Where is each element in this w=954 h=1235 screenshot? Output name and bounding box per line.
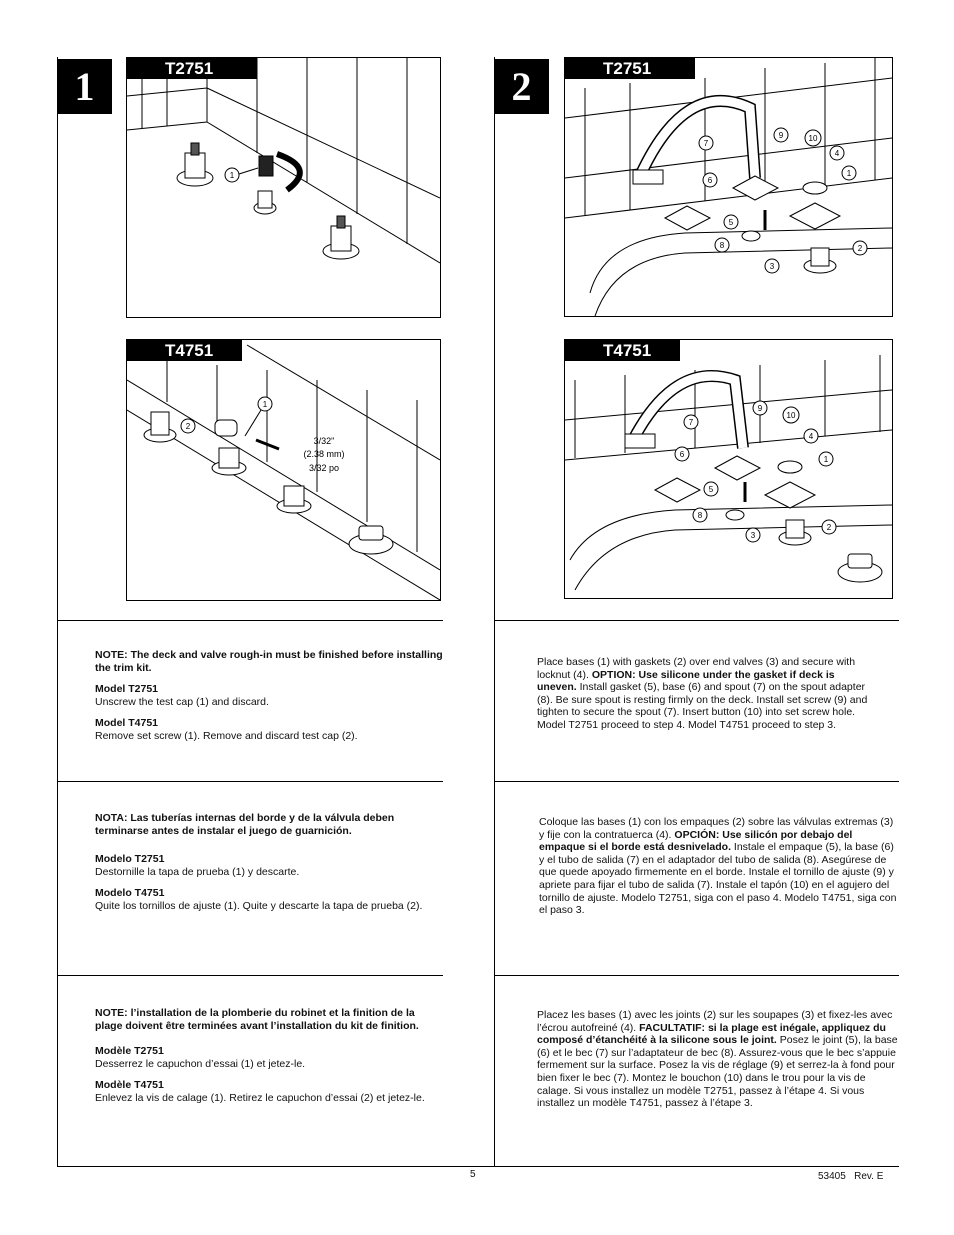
step2-t4751-illustration [564, 339, 893, 599]
callout-4 [830, 146, 844, 160]
spanish-model2-text: Quite los tornillos de ajuste (1). Quite y descarte la tapa de prueba (2). [95, 899, 423, 912]
model-label-t2751: T2751 [565, 58, 695, 79]
step1-t2751-illustration [126, 57, 441, 318]
french-model2-text: Enlevez la vis de calage (1). Retirez le capuchon d’essai (2) et jetez-le. [95, 1091, 425, 1104]
callout-3 [765, 259, 779, 273]
step1-t4751-illustration [126, 339, 441, 601]
svg-text:3: 3 [769, 262, 775, 271]
svg-text:7: 7 [703, 139, 709, 148]
svg-text:1: 1 [229, 171, 235, 180]
callout-7 [684, 415, 698, 429]
svg-text:1: 1 [846, 169, 852, 178]
svg-text:3: 3 [750, 531, 756, 540]
row-divider-2-right [494, 781, 899, 782]
callout-9 [774, 128, 788, 142]
svg-text:10: 10 [786, 411, 796, 420]
svg-text:7: 7 [688, 418, 694, 427]
svg-text:1: 1 [823, 455, 829, 464]
document-number: 53405 Rev. E [818, 1171, 884, 1182]
dimension-line-3: 3/32 po [308, 463, 340, 473]
callout-5 [724, 215, 738, 229]
svg-text:6: 6 [707, 176, 713, 185]
row-divider-3-left [57, 975, 443, 976]
svg-text:1: 1 [262, 400, 268, 409]
row-divider-3-right [494, 975, 899, 976]
step1-t2751-drawing [127, 58, 440, 317]
french-step2-p2: Posez le joint (5), la base (6) et le bec (7) sur l’adaptateur de bec (8). Assurez-vous que le bec s’appuie fermement sur la surface. Posez la vis de réglage (9) et serrez-la à fond pour bien fixer le bec (7). Montez le bouchon (10) dans le trou pour la vis de calage. Si vous installez un modèle T2751, passez à l’étape 4. Si vous installez un modèle T4751, passez à l’étape 3. [537, 1034, 898, 1110]
callout-2 [853, 241, 867, 255]
french-model1-heading: Modèle T2751 [95, 1045, 164, 1058]
bottom-border-line [57, 1166, 899, 1167]
model-label-t2751: T2751 [127, 58, 257, 79]
english-model1-heading: Model T2751 [95, 683, 159, 696]
row-divider-1-left [57, 620, 443, 621]
callout-1 [819, 452, 833, 466]
callout-10 [783, 407, 799, 423]
spanish-model1-heading: Modelo T2751 [95, 853, 165, 866]
callout-10 [805, 130, 821, 146]
model-label-t4751: T4751 [127, 340, 242, 361]
french-step2-option: FACULTATIF: si la plage est inégale, appliquez du composé d’étanchéité à la silicone sous le joint. [537, 1021, 886, 1047]
english-model2-text: Remove set screw (1). Remove and discard test cap (2). [95, 729, 358, 742]
callout-4 [804, 429, 818, 443]
callout-1 [842, 166, 856, 180]
spanish-step2-p2: Instale el empaque (5), la base (6) y el tubo de salida (7) en el adaptador del tubo de salida (8). Asegúrese de que quede apoyado firmemente en el borde. Instale el tornillo de ajuste (9) y apriete para fijar el tubo de salida (7). Instale el tapón (10) en el agujero del tornillo de ajuste. Modelo T2751, siga con el paso 4. Modelo T4751, siga con el paso 3. [539, 841, 897, 917]
english-step2-text [537, 656, 877, 732]
svg-text:9: 9 [757, 404, 763, 413]
spanish-step2-text [539, 816, 901, 917]
svg-text:2: 2 [826, 523, 832, 532]
step2-t2751-drawing [565, 58, 892, 316]
spanish-model1-text: Destornille la tapa de prueba (1) y descarte. [95, 865, 300, 878]
english-step2-option: OPTION: Use silicone under the gasket if deck is uneven. [537, 668, 835, 694]
step-2-number: 2 [494, 59, 549, 114]
svg-text:6: 6 [679, 450, 685, 459]
french-step2-p1: Placez les bases (1) avec les joints (2) sur les soupapes (3) et fixez-les avec l’écrou autofreiné (4). [537, 1009, 893, 1034]
svg-text:2: 2 [857, 244, 863, 253]
french-model2-heading: Modèle T4751 [95, 1079, 164, 1092]
english-step1-text [95, 649, 445, 743]
model-label-t4751: T4751 [565, 340, 680, 361]
english-step2-p2: Install gasket (5), base (6) and spout (7) on the spout adapter (8). Be sure spout is resting firmly on the deck. Install set screw (9) and tighten to secure the spout (7). Insert button (10) into set screw hole. Model T2751 proceed to step 4. Model T4751 proceed to step 3. [537, 681, 868, 731]
callout-2 [181, 419, 195, 433]
french-note: NOTE: l’installation de la plomberie du robinet et la finition de la plage doivent être terminées avant l’installation du kit de finition. [95, 1007, 419, 1032]
callout-1 [225, 168, 239, 182]
step2-t4751-drawing [565, 340, 892, 598]
english-model2-heading: Model T4751 [95, 717, 159, 730]
svg-text:10: 10 [808, 134, 818, 143]
svg-text:2: 2 [185, 422, 191, 431]
spanish-step2-p1: Coloque las bases (1) con los empaques (2) sobre las válvulas extremas (3) y fije con la contratuerca (4). [539, 816, 894, 841]
spanish-step2-option: OPCIÓN: Use silicón por debajo del empaque si el borde está desnivelado. [539, 828, 853, 854]
callout-5 [704, 482, 718, 496]
step-1-number: 1 [57, 59, 112, 114]
step2-t2751-illustration [564, 57, 893, 317]
callout-8 [693, 508, 707, 522]
svg-text:8: 8 [719, 241, 725, 250]
callout-2 [822, 520, 836, 534]
svg-text:4: 4 [834, 149, 840, 158]
spanish-step1-text [95, 812, 445, 913]
french-step2-text [537, 1009, 899, 1110]
dimension-line-2: (2.38 mm) [303, 449, 345, 459]
callout-3 [746, 528, 760, 542]
french-step1-text [95, 1007, 445, 1105]
english-step2-p1: Place bases (1) with gaskets (2) over end valves (3) and secure with locknut (4). [537, 656, 856, 681]
svg-text:4: 4 [808, 432, 814, 441]
row-divider-2-left [57, 781, 443, 782]
callout-1 [258, 397, 272, 411]
left-border-line [57, 57, 58, 1167]
spanish-note: NOTA: Las tuberías internas del borde y de la válvula deben terminarse antes de instalar el juego de guarnición. [95, 812, 395, 837]
svg-text:8: 8 [697, 511, 703, 520]
spanish-model2-heading: Modelo T4751 [95, 887, 165, 900]
english-model1-text: Unscrew the test cap (1) and discard. [95, 695, 269, 708]
svg-text:5: 5 [728, 218, 734, 227]
step1-t4751-drawing [127, 340, 440, 600]
callout-6 [675, 447, 689, 461]
callout-8 [715, 238, 729, 252]
svg-text:9: 9 [778, 131, 784, 140]
callout-7 [699, 136, 713, 150]
dimension-line-1: 3/32" [313, 436, 335, 446]
center-divider-line [494, 57, 495, 1167]
page-number: 5 [470, 1169, 476, 1180]
english-note: NOTE: The deck and valve rough-in must be finished before installing the trim kit. [95, 649, 443, 674]
row-divider-1-right [494, 620, 899, 621]
callout-6 [703, 173, 717, 187]
svg-text:5: 5 [708, 485, 714, 494]
callout-9 [753, 401, 767, 415]
french-model1-text: Desserrez le capuchon d’essai (1) et jetez-le. [95, 1057, 306, 1070]
